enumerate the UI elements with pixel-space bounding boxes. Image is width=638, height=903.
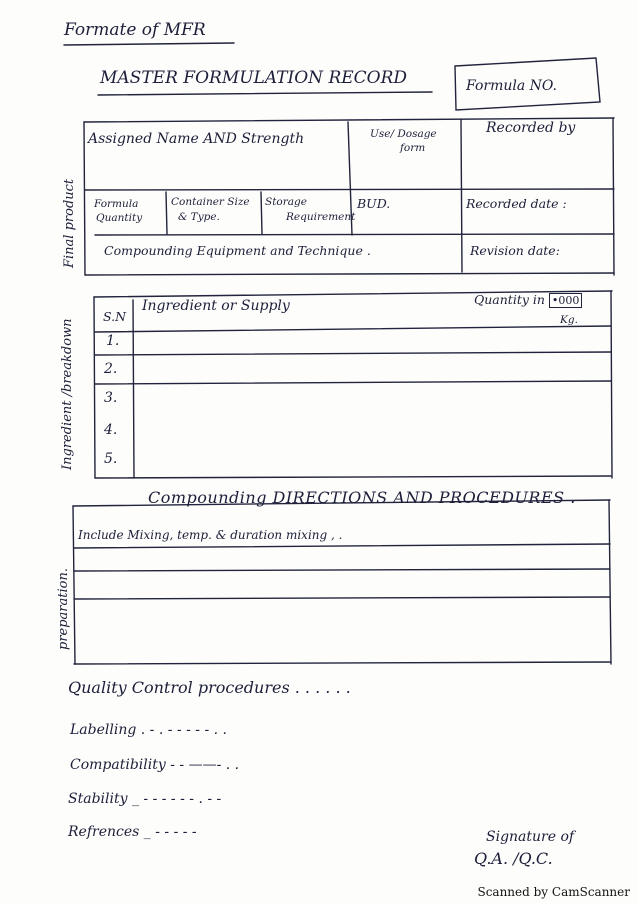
- form-title: MASTER FORMULATION RECORD: [100, 68, 408, 88]
- final-product-side-label: Final product: [62, 178, 77, 268]
- prep-row-line-1: [74, 544, 610, 548]
- bud-label: BUD.: [357, 196, 391, 211]
- recorded-by-label: Recorded by: [486, 120, 576, 136]
- signature-line2: Q.A. /Q.C.: [474, 849, 553, 868]
- assigned-name-label: Assigned Name AND Strength: [88, 131, 305, 147]
- fp-bottom-line: [85, 273, 614, 275]
- ing-row-line-2: [95, 352, 611, 355]
- fp-left-line: [84, 122, 85, 275]
- title-underline: [64, 43, 234, 45]
- ing-row-line-3: [95, 381, 611, 384]
- prep-right-line: [609, 500, 611, 664]
- sn-header: S.N: [103, 309, 127, 324]
- prep-note: Include Mixing, temp. & duration mixing , .: [78, 528, 343, 542]
- header-underline: [98, 92, 432, 95]
- quantity-box: •000: [549, 293, 582, 308]
- preparation-side-label: preparation.: [56, 568, 71, 650]
- storage-line2: Requirement: [286, 211, 356, 223]
- formula-quantity-line2: Quantity: [96, 212, 143, 224]
- ingredient-supply-header: Ingredient or Supply: [142, 298, 290, 314]
- ing-col-sn: [133, 300, 134, 478]
- quantity-label: Quantity in: [474, 292, 545, 307]
- quantity-unit: Kg.: [560, 314, 578, 326]
- page-title: Formate of MFR: [64, 20, 206, 40]
- references: Refrences _ - - - - -: [68, 824, 197, 840]
- ingredient-row-5: 5.: [104, 451, 118, 467]
- formula-no-label: Formula NO.: [466, 78, 557, 94]
- fp-mid-line: [85, 189, 614, 190]
- ing-right-line: [611, 291, 612, 478]
- ing-left-line: [94, 297, 95, 478]
- compounding-equipment-label: Compounding Equipment and Technique .: [104, 243, 371, 258]
- storage-line1: Storage: [265, 196, 307, 208]
- labelling: Labelling . - . - - - - - . .: [70, 722, 227, 738]
- prep-row-line-2: [74, 569, 610, 571]
- prep-bottom-line: [74, 662, 611, 664]
- ingredient-row-3: 3.: [104, 390, 118, 406]
- prep-row-line-3: [74, 597, 610, 599]
- container-line1: Container Size: [171, 196, 250, 208]
- prep-left-line: [73, 506, 75, 664]
- scanner-watermark: Scanned by CamScanner: [477, 885, 630, 899]
- revision-date-label: Revision date:: [470, 243, 560, 258]
- qc-procedures: Quality Control procedures . . . . . .: [68, 678, 351, 697]
- prep-heading: Compounding DIRECTIONS AND PROCEDURES .: [148, 488, 576, 507]
- fp-col-recorded: [461, 120, 462, 272]
- container-line2: & Type.: [178, 211, 220, 223]
- formula-quantity-line1: Formula: [94, 198, 139, 210]
- fp-col-storage: [261, 192, 262, 234]
- fp-right-line: [613, 118, 614, 275]
- ingredient-row-2: 2.: [104, 361, 118, 377]
- stability: Stability _ - - - - - - . - -: [68, 791, 222, 807]
- ingredient-side-label: Ingredient /breakdown: [60, 318, 75, 470]
- ing-row-line-1: [95, 326, 611, 332]
- signature-line1: Signature of: [486, 829, 575, 845]
- use-dosage-line1: Use/ Dosage: [370, 128, 437, 140]
- quantity-header: [474, 292, 582, 307]
- fp-col-container: [166, 192, 167, 234]
- ingredient-row-1: 1.: [106, 333, 120, 349]
- use-dosage-line2: form: [400, 142, 426, 154]
- fp-row3-line: [95, 234, 614, 235]
- compatibility: Compatibility - - ——- . .: [70, 757, 240, 773]
- recorded-date-label: Recorded date :: [466, 196, 567, 211]
- ingredient-row-4: 4.: [104, 422, 118, 438]
- ing-bottom-line: [95, 476, 611, 478]
